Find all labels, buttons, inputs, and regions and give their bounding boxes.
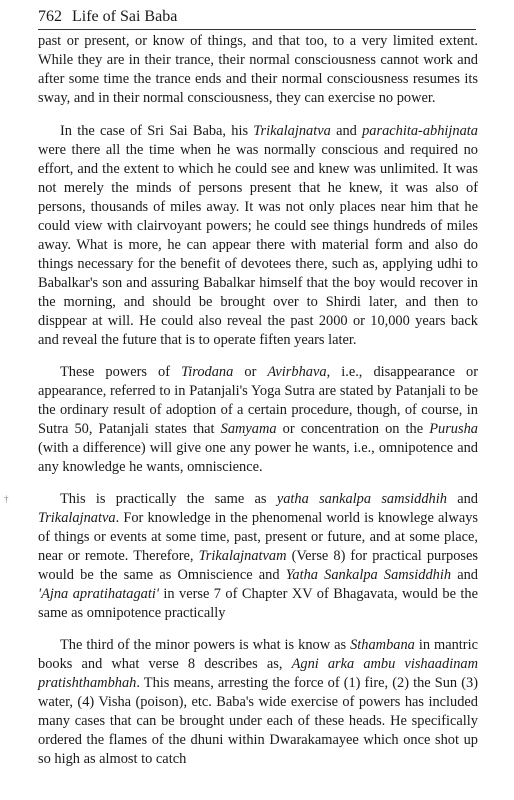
body-text <box>38 32 478 782</box>
text-run: , i.e., disappearance or appearance, referred to in Patanjali's Yoga Sutra are stated by Patanjali to be the ordinary result of adoption of a certain procedure, though, of course, in Sutra 50, Patanjali states that <box>38 364 478 437</box>
text-run: and <box>330 123 363 139</box>
italic-term: Avirbhava <box>267 364 327 380</box>
text-run: and <box>451 567 478 583</box>
italic-term: Trikalajnatva <box>38 510 116 526</box>
text-run: . For knowledge in the phenomenal world is knowlege always of things or events at some time, past, present or future, and at some place, near or remote. Therefore, <box>38 510 478 564</box>
italic-term: yatha sankalpa samsiddhih <box>276 491 447 507</box>
text-run: in mantric books and what verse 8 describes as, <box>38 637 478 672</box>
paragraph <box>38 490 478 623</box>
italic-term: Yatha Sankalpa Samsiddhih <box>285 567 452 583</box>
text-run: or concentration on the <box>276 421 430 437</box>
text-run: (with a difference) will give one any power he wants, i.e., omnipotence and any knowledge he wants, omniscience. <box>38 440 478 475</box>
paragraph <box>38 636 478 769</box>
margin-mark: † <box>4 494 9 504</box>
running-title: Life of Sai Baba <box>72 8 178 25</box>
text-run: This is practically the same as <box>60 491 277 507</box>
text-run: past or present, or know of things, and that too, to a very limited extent. While they are in their trance, their normal consciousness cannot work and after some time the trance ends and their normal consciousness resumes its sway, and in their normal consciousness, they can exercise no power. <box>38 33 478 106</box>
italic-term: Sthambana <box>350 637 415 653</box>
italic-term: Samyama <box>220 421 277 437</box>
italic-term: Trikalajnatva <box>253 123 331 139</box>
text-run: or <box>233 364 268 380</box>
italic-term: Purusha <box>429 421 478 437</box>
italic-term: parachita-abhijnata <box>362 123 478 139</box>
paragraph <box>38 363 478 477</box>
text-run: The third of the minor powers is what is know as <box>60 637 351 653</box>
text-run: . This means, arresting the force of (1) fire, (2) the Sun (3) water, (4) Visha (poison), etc. Baba's wide exercise of powers has included many cases that can be brought under each of these heads. He specifically ordered the flames of the dhuni within Dwarakamayee which once shot up so high as almost to catch <box>38 675 478 767</box>
text-run: and <box>446 491 478 507</box>
paragraph <box>38 32 478 108</box>
italic-term: Trikalajnatvam <box>198 548 287 564</box>
text-run: In the case of Sri Sai Baba, his <box>60 123 254 139</box>
italic-term: Agni arka ambu vishaadinam pratishthambhah <box>38 656 478 691</box>
text-run: (Verse 8) for practical purposes would be the same as Omniscience and <box>38 548 478 583</box>
page-number: 762 <box>38 8 62 25</box>
text-run: in verse 7 of Chapter XV of Bhagavata, would be the same as omnipotence practically <box>38 586 478 621</box>
text-run: were there all the time when he was normally conscious and required no effort, and the extent to which he could see and knew was unlimited. It was not merely the minds of persons present that he knew, it was also of persons, thousands of miles away. It was not only places near him that he could view with clairvoyant powers; he could see things hundreds of miles away. What is more, he can appear there with material form and also do things necessary for the benefit of devotees there, such as, applying udhi to Babalkar's son and assuring Babalkar himself that the boy would recover in the morning, and should be brought over to Shirdi later, and then to disppear at will. He could also reveal the past 2000 or 10,000 years back and reveal the future that is to operate fiften years later. <box>38 142 478 348</box>
italic-term: 'Ajna apratihatagati' <box>38 586 159 602</box>
text-run: These powers of <box>60 364 182 380</box>
paragraph <box>38 122 478 350</box>
italic-term: Tirodana <box>181 364 234 380</box>
page-header <box>38 6 476 30</box>
